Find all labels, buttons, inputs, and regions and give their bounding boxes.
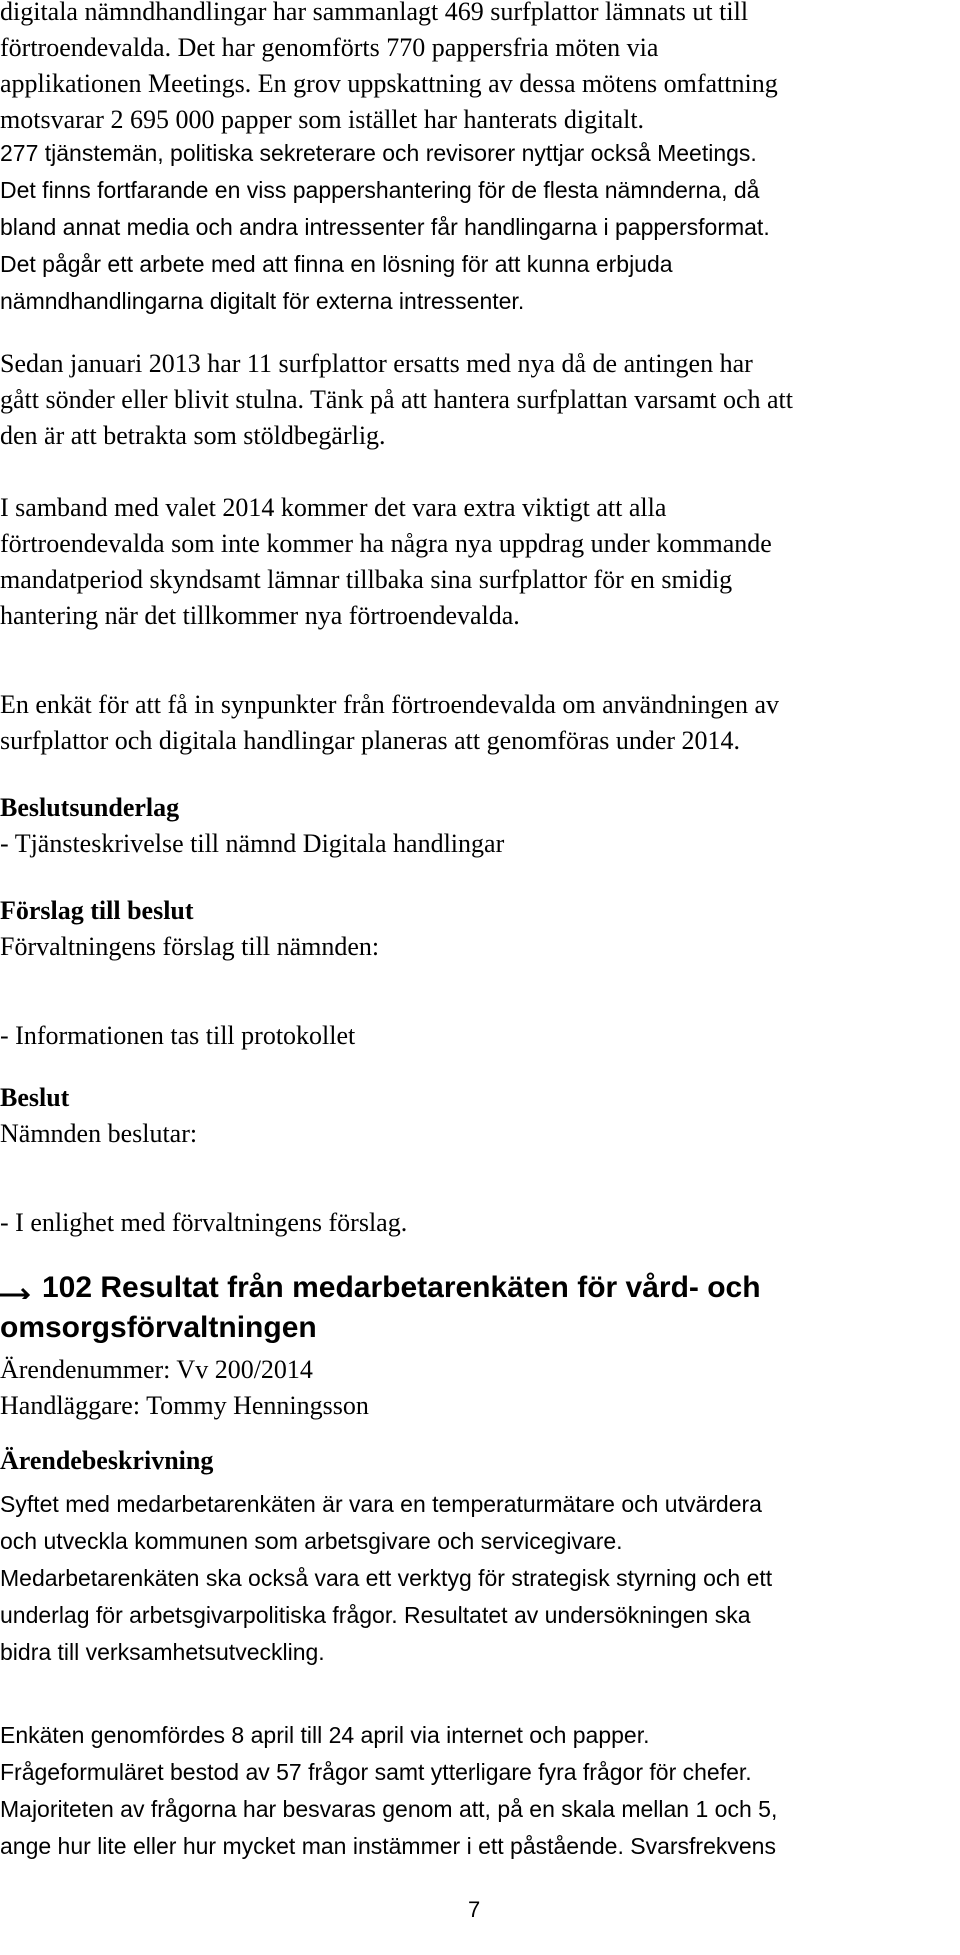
- decision-intro: Nämnden beslutar:: [0, 1119, 198, 1148]
- text-line: Majoriteten av frågorna har besvaras genom att, på en skala mellan 1 och 5,: [0, 1796, 778, 1822]
- proposal-item-block: [0, 1018, 960, 1054]
- text-line: Frågeformuläret bestod av 57 frågor samt ytterligare fyra frågor för chefer.: [0, 1759, 752, 1785]
- decision-heading: Beslut: [0, 1083, 70, 1112]
- case-handler: Handläggare: Tommy Henningsson: [0, 1391, 369, 1420]
- text-line: surfplattor och digitala handlingar planeras att genomföras under 2014.: [0, 726, 741, 755]
- text-line: Det pågår ett arbete med att finna en lösning för att kunna erbjuda: [0, 251, 673, 277]
- decision-basis-heading: Beslutsunderlag: [0, 793, 180, 822]
- decision-item: - I enlighet med förvaltningens förslag.: [0, 1208, 408, 1237]
- text-line: motsvarar 2 695 000 papper som istället har hanterats digitalt.: [0, 105, 645, 134]
- arrow-bullet-icon: [0, 1270, 34, 1292]
- paragraph-election-2014: [0, 490, 960, 634]
- decision-section: [0, 1080, 960, 1152]
- decision-item-block: [0, 1205, 960, 1241]
- paragraph-survey: [0, 687, 960, 759]
- text-line: mandatperiod skyndsamt lämnar tillbaka sina surfplattor för en smidig: [0, 565, 733, 594]
- text-line: bland annat media och andra intressenter får handlingarna i pappersformat.: [0, 214, 770, 240]
- paragraph-tablets-count: [0, 0, 960, 138]
- case-number: Ärendenummer: Vv 200/2014: [0, 1355, 313, 1384]
- text-line: ange hur lite eller hur mycket man instämmer i ett påstående. Svarsfrekvens: [0, 1833, 776, 1859]
- text-line: bidra till verksamhetsutveckling.: [0, 1639, 325, 1665]
- text-line: Det finns fortfarande en viss pappershantering för de flesta nämnderna, då: [0, 177, 760, 203]
- text-line: I samband med valet 2014 kommer det vara extra viktigt att alla: [0, 493, 667, 522]
- text-line: En enkät för att få in synpunkter från förtroendevalda om användningen av: [0, 690, 779, 719]
- proposal-section: [0, 893, 960, 965]
- page-number: 7: [468, 1897, 481, 1922]
- text-line: Enkäten genomfördes 8 april till 24 april via internet och papper.: [0, 1722, 650, 1748]
- text-line: Sedan januari 2013 har 11 surfplattor ersatts med nya då de antingen har: [0, 349, 753, 378]
- proposal-intro: Förvaltningens förslag till nämnden:: [0, 932, 380, 961]
- text-line: hantering när det tillkommer nya förtroendevalda.: [0, 601, 520, 630]
- section-title-line: [0, 1268, 960, 1308]
- case-description: [0, 1443, 960, 1479]
- text-line: Syftet med medarbetarenkäten är vara en temperaturmätare och utvärdera: [0, 1491, 762, 1517]
- decision-basis-item: - Tjänsteskrivelse till nämnd Digitala handlingar: [0, 829, 505, 858]
- paragraph-survey-purpose: [0, 1486, 960, 1671]
- text-line: nämndhandlingarna digitalt för externa intressenter.: [0, 288, 525, 314]
- case-meta: [0, 1352, 960, 1424]
- section-heading: [0, 1268, 960, 1348]
- text-line: underlag för arbetsgivarpolitiska frågor. Resultatet av undersökningen ska: [0, 1602, 751, 1628]
- text-line: gått sönder eller blivit stulna. Tänk på att hantera surfplattan varsamt och att: [0, 385, 793, 414]
- text-line: applikationen Meetings. En grov uppskattning av dessa mötens omfattning: [0, 69, 778, 98]
- text-line: och utveckla kommunen som arbetsgivare och servicegivare.: [0, 1528, 623, 1554]
- text-line: förtroendevalda som inte kommer ha några nya uppdrag under kommande: [0, 529, 772, 558]
- paragraph-replaced-tablets: [0, 346, 960, 454]
- decision-basis: [0, 790, 960, 862]
- proposal-item: - Informationen tas till protokollet: [0, 1021, 356, 1050]
- text-line: digitala nämndhandlingar har sammanlagt 469 surfplattor lämnats ut till: [0, 0, 749, 26]
- case-description-heading: Ärendebeskrivning: [0, 1446, 214, 1475]
- section-title-line2: omsorgsförvaltningen: [0, 1311, 317, 1344]
- section-title: 102 Resultat från medarbetarenkäten för vård- och: [42, 1271, 761, 1304]
- text-line: den är att betrakta som stöldbegärlig.: [0, 421, 386, 450]
- proposal-heading: Förslag till beslut: [0, 896, 194, 925]
- text-line: Medarbetarenkäten ska också vara ett verktyg för strategisk styrning och ett: [0, 1565, 773, 1591]
- text-line: förtroendevalda. Det har genomförts 770 pappersfria möten via: [0, 33, 659, 62]
- paragraph-meetings-usage: [0, 135, 960, 320]
- paragraph-survey-method: [0, 1717, 960, 1865]
- text-line: 277 tjänstemän, politiska sekreterare och revisorer nyttjar också Meetings.: [0, 140, 757, 166]
